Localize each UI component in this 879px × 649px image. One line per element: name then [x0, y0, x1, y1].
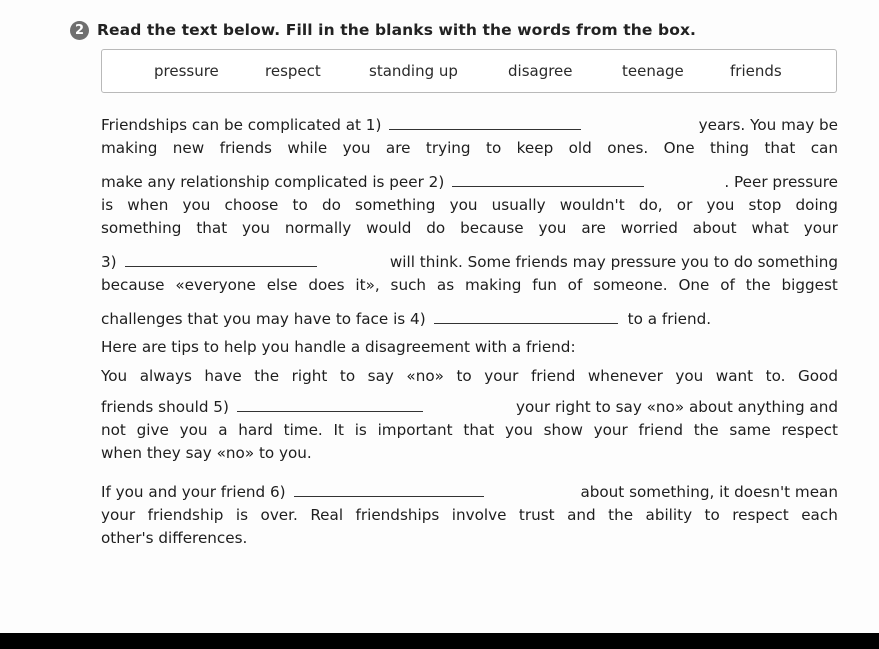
blank-3[interactable]	[125, 252, 317, 267]
passage-text: . Peer pressure	[724, 173, 838, 191]
exercise-heading	[70, 18, 696, 42]
passage-line	[101, 308, 838, 330]
word-box-item: standing up	[369, 62, 458, 80]
passage-line	[101, 114, 838, 136]
word-box-item: friends	[730, 62, 782, 80]
passage-line: Here are tips to help you handle a disagreement with a friend:	[101, 338, 576, 356]
passage-text: your right to say «no» about anything and	[516, 398, 838, 416]
passage-line: not give you a hard time. It is important that you show your friend the same respect	[101, 421, 838, 439]
passage-line: is when you choose to do something you usually wouldn't do, or you stop doing	[101, 196, 838, 214]
passage-line	[101, 396, 838, 418]
exercise-instruction: Read the text below. Fill in the blanks with the words from the box.	[97, 21, 697, 39]
exercise-number-badge: 2	[70, 21, 89, 40]
word-box-item: pressure	[154, 62, 219, 80]
passage-line: other's differences.	[101, 529, 248, 547]
passage-text: challenges that you may have to face is 4)	[101, 310, 426, 328]
passage-line: when they say «no» to you.	[101, 444, 312, 462]
passage-text: will think. Some friends may pressure you to do something	[389, 253, 838, 271]
passage-line: your friendship is over. Real friendships involve trust and the ability to respect each	[101, 506, 838, 524]
blank-1[interactable]	[389, 115, 581, 130]
word-box	[101, 49, 837, 93]
blank-2[interactable]	[452, 172, 644, 187]
passage-text: about something, it doesn't mean	[580, 483, 838, 501]
passage-line: because «everyone else does it», such as making fun of someone. One of the biggest	[101, 276, 838, 294]
passage-text: to a friend.	[627, 310, 712, 328]
passage-line: You always have the right to say «no» to your friend whenever you want to. Good	[101, 367, 838, 385]
passage-text: make any relationship complicated is peer 2)	[101, 173, 445, 191]
passage-text: If you and your friend 6)	[101, 483, 286, 501]
word-box-item: teenage	[622, 62, 684, 80]
passage-line: something that you normally would do because you are worried about what your	[101, 219, 838, 237]
blank-5[interactable]	[237, 397, 423, 412]
passage-line	[101, 171, 838, 193]
bottom-black-bar	[0, 633, 879, 649]
passage-text: 3)	[101, 253, 117, 271]
passage-line	[101, 251, 838, 273]
word-box-item: respect	[265, 62, 321, 80]
passage-text: friends should 5)	[101, 398, 229, 416]
passage-line	[101, 481, 838, 503]
word-box-item: disagree	[508, 62, 573, 80]
passage-text: years. You may be	[698, 116, 838, 134]
blank-6[interactable]	[294, 482, 484, 497]
passage-text: Friendships can be complicated at 1)	[101, 116, 382, 134]
passage-line: making new friends while you are trying to keep old ones. One thing that can	[101, 139, 838, 157]
blank-4[interactable]	[434, 309, 618, 324]
